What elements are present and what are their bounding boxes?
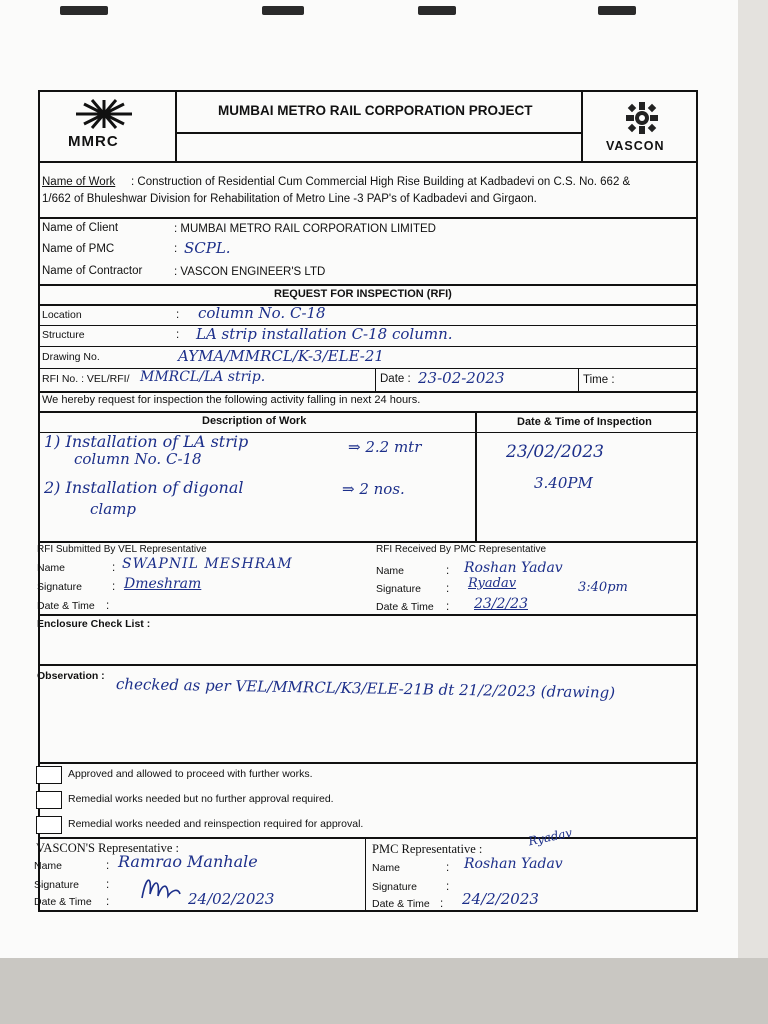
work-text-line1: : Construction of Residential Cum Commercial High Rise Building at Kadbadevi on C.S. No. 662 &: [131, 176, 631, 188]
vascon-signature-icon: [138, 870, 184, 904]
rfi-no-value: MMRCL/LA strip.: [140, 369, 266, 385]
work-item1-line1: 1) Installation of LA strip: [44, 432, 249, 451]
vascon-rep-title: VASCON'S Representative :: [36, 841, 179, 855]
pmc-signature-value: Ryadav: [468, 576, 517, 591]
rfi-title: REQUEST FOR INSPECTION (RFI): [274, 288, 452, 300]
pmc-label: Name of PMC: [42, 243, 115, 255]
vel-signature-label: Signature: [37, 581, 82, 593]
enclosure-label: Enclosure Check List :: [37, 618, 151, 630]
pmc-final-datetime-label: Date & Time: [372, 898, 430, 910]
mmrc-logo-icon: [70, 98, 138, 136]
pmc-final-date-value: 24/2/2023: [462, 890, 539, 908]
binder-clip: [418, 6, 456, 15]
client-value: : MUMBAI METRO RAIL CORPORATION LIMITED: [174, 223, 436, 235]
contractor-value: : VASCON ENGINEER'S LTD: [174, 266, 326, 278]
pmc-signature-label: Signature: [376, 583, 421, 595]
work-item2-line2: clamp: [90, 500, 136, 518]
date-label: Date :: [380, 373, 411, 385]
drawing-value: AYMA/MMRCL/K-3/ELE-21: [178, 347, 384, 365]
vel-name-value: SWAPNIL MESHRAM: [122, 556, 293, 572]
vascon-signature-label: Signature: [34, 879, 79, 891]
scanner-bed: [0, 958, 768, 1024]
work-item1-line2: column No. C-18: [74, 450, 202, 468]
mmrc-logo-text: MMRC: [68, 133, 119, 150]
remedial-reinspection-label: Remedial works needed and reinspection required for approval.: [68, 818, 364, 830]
pmc-final-title: PMC Representative :: [372, 842, 483, 856]
description-header: Description of Work: [202, 415, 307, 427]
pmc-name-label: Name: [376, 565, 405, 577]
pmc-time-value: 3:40pm: [578, 580, 628, 595]
pmc-datetime-label: Date & Time: [376, 601, 434, 613]
vel-name-label: Name: [37, 562, 66, 574]
approved-checkbox[interactable]: [36, 766, 62, 784]
rfi-no-label: RFI No. : VEL/RFI/: [42, 373, 130, 385]
vascon-name-value: Ramrao Manhale: [118, 852, 258, 871]
datetime-header: Date & Time of Inspection: [517, 416, 652, 428]
pmc-datetime-value: 23/2/23: [474, 596, 528, 612]
work-item2-qty: ⇒ 2 nos.: [342, 480, 405, 498]
vel-datetime-label: Date & Time: [37, 600, 95, 612]
vascon-logo-text: VASCON: [606, 139, 665, 153]
contractor-label: Name of Contractor: [42, 265, 143, 277]
structure-label: Structure: [42, 329, 85, 341]
location-value: column No. C-18: [198, 304, 326, 322]
work-item2-line1: 2) Installation of digonal: [44, 478, 244, 497]
drawing-label: Drawing No.: [42, 351, 100, 363]
time-label: Time :: [583, 374, 615, 386]
vascon-logo-icon: [622, 100, 662, 138]
vascon-name-label: Name: [34, 860, 63, 872]
remedial-no-approval-label: Remedial works needed but no further approval required.: [68, 793, 334, 805]
pmc-name-value: Roshan Yadav: [464, 560, 563, 576]
binder-clip: [598, 6, 636, 15]
inspection-date: 23/02/2023: [506, 442, 604, 462]
pmc-final-signature-label: Signature: [372, 881, 417, 893]
work-label: Name of Work: [42, 176, 116, 188]
page-edge-shadow: [738, 0, 768, 1024]
project-title: MUMBAI METRO RAIL CORPORATION PROJECT: [218, 103, 533, 118]
vel-rep-title: RFI Submitted By VEL Representative: [37, 544, 207, 555]
work-text-line2: 1/662 of Bhuleshwar Division for Rehabilitation of Metro Line -3 PAP's of Kadbadevi and Girgaon.: [42, 193, 537, 205]
work-item1-qty: ⇒ 2.2 mtr: [348, 438, 422, 456]
request-text: We hereby request for inspection the following activity falling in next 24 hours.: [42, 394, 421, 406]
observation-text: checked as per VEL/MMRCL/K3/ELE-21B dt 21/2/2023 (drawing): [115, 675, 616, 702]
inspection-time: 3.40PM: [534, 474, 593, 492]
binder-clip: [60, 6, 108, 15]
pmc-rep-title: RFI Received By PMC Representative: [376, 544, 547, 555]
location-label: Location: [42, 309, 82, 321]
observation-label: Observation :: [37, 670, 105, 682]
binder-clip: [262, 6, 304, 15]
pmc-final-name-value: Roshan Yadav: [464, 856, 563, 872]
vel-signature-value: Dmeshram: [124, 576, 202, 592]
pmc-final-name-label: Name: [372, 862, 401, 874]
date-value: 23-02-2023: [418, 369, 505, 387]
remedial-no-approval-checkbox[interactable]: [36, 791, 62, 809]
approved-label: Approved and allowed to proceed with further works.: [68, 768, 313, 780]
pmc-final-signature: Ryadav: [527, 825, 574, 849]
vascon-datetime-label: Date & Time: [34, 896, 92, 908]
remedial-reinspection-checkbox[interactable]: [36, 816, 62, 834]
vascon-date-value: 24/02/2023: [188, 890, 275, 908]
structure-value: LA strip installation C-18 column.: [196, 325, 453, 343]
client-label: Name of Client: [42, 222, 119, 234]
pmc-value: SCPL.: [184, 239, 231, 257]
